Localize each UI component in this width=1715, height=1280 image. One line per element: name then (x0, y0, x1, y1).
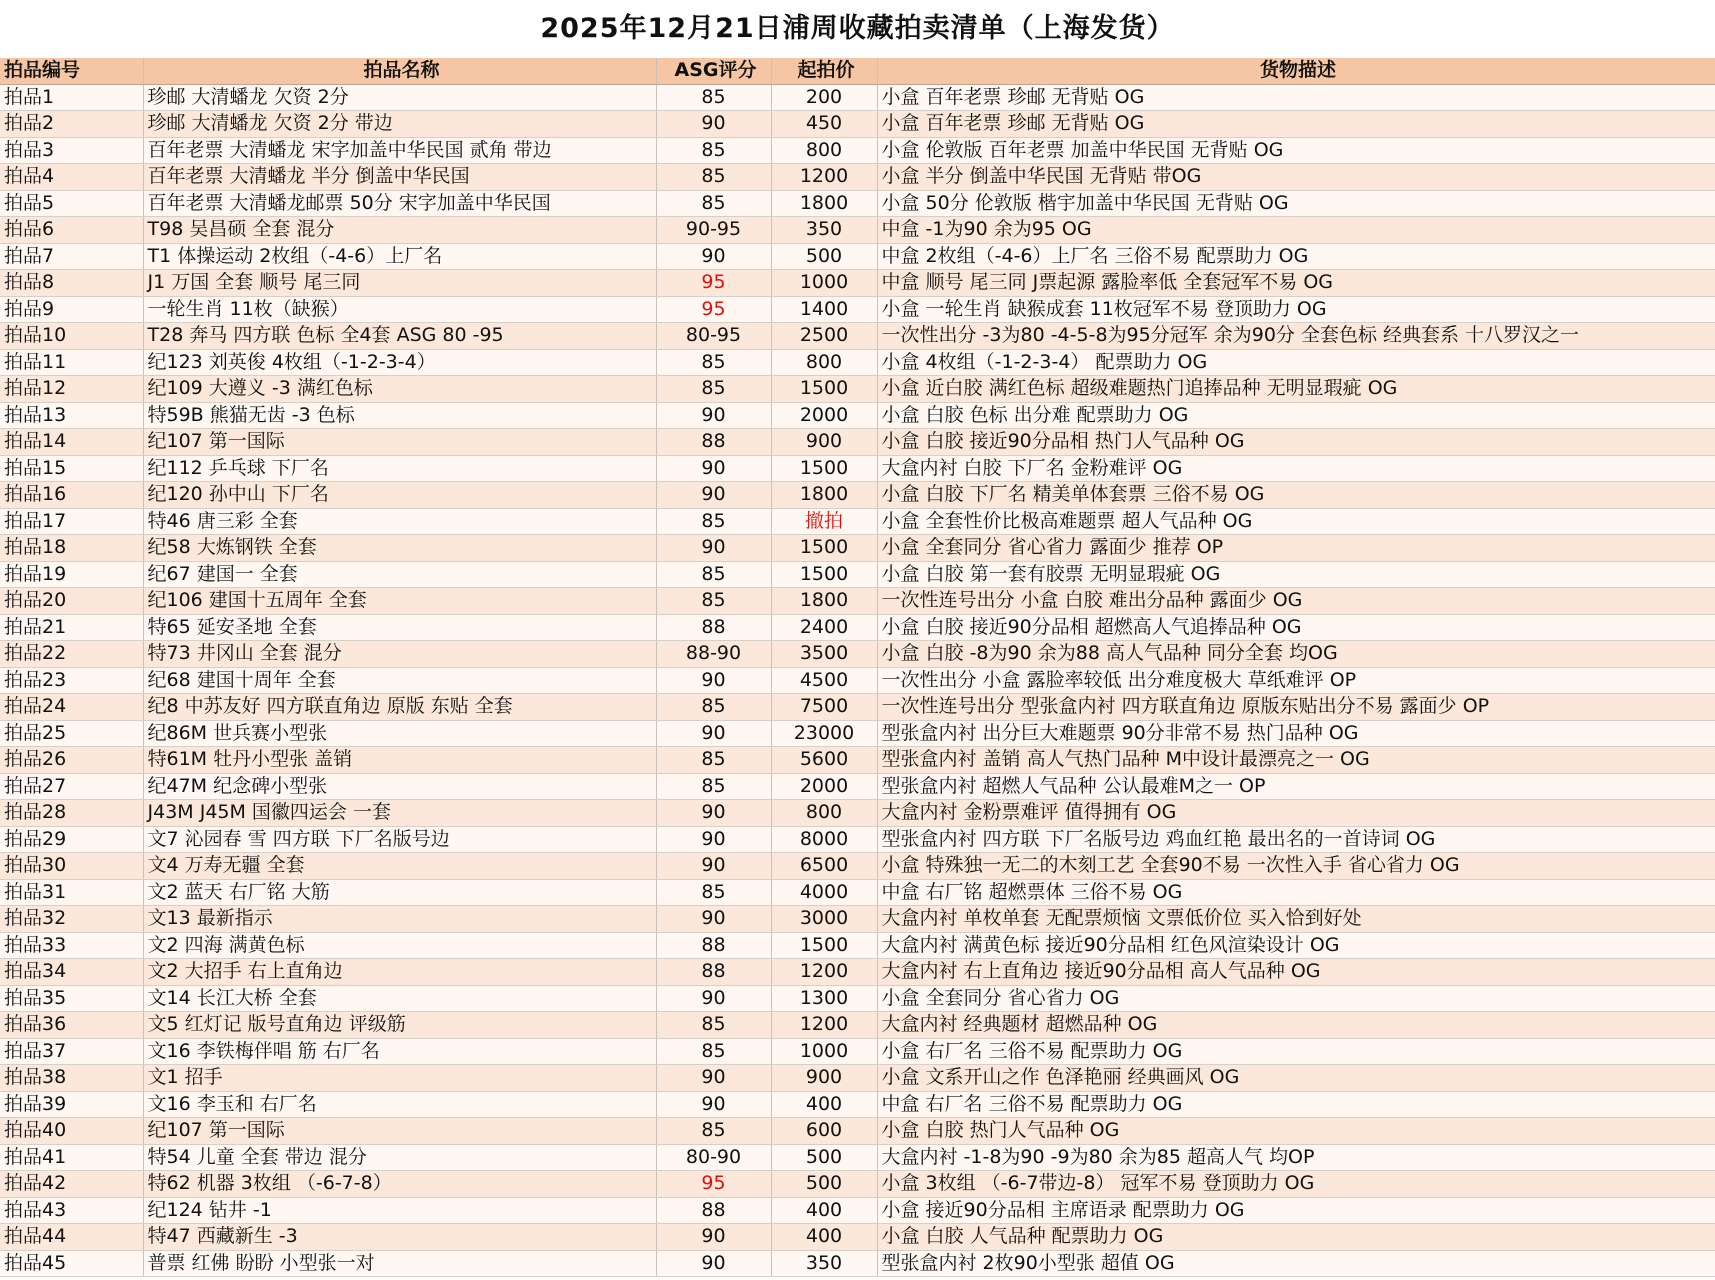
cell-lot-name: 纪109 大遵义 -3 满红色标 (143, 376, 656, 403)
table-row (0, 720, 1715, 747)
cell-start-price: 1000 (771, 1038, 877, 1065)
cell-lot-name: 特47 西藏新生 -3 (143, 1224, 656, 1251)
cell-asg-score: 90 (656, 853, 771, 880)
cell-lot-number: 拍品14 (0, 429, 143, 456)
cell-asg-score: 85 (656, 694, 771, 721)
cell-start-price: 2000 (771, 402, 877, 429)
cell-lot-number: 拍品8 (0, 270, 143, 297)
table-row (0, 932, 1715, 959)
cell-start-price: 500 (771, 1144, 877, 1171)
cell-asg-score: 90 (656, 720, 771, 747)
cell-start-price: 400 (771, 1091, 877, 1118)
cell-asg-score: 90 (656, 1250, 771, 1277)
cell-lot-number: 拍品21 (0, 614, 143, 641)
cell-asg-score: 90 (656, 243, 771, 270)
header-lot-name: 拍品名称 (143, 58, 656, 84)
table-row (0, 1224, 1715, 1251)
cell-lot-number: 拍品9 (0, 296, 143, 323)
cell-lot-number: 拍品39 (0, 1091, 143, 1118)
cell-lot-number: 拍品24 (0, 694, 143, 721)
cell-asg-score: 90 (656, 402, 771, 429)
table-row (0, 217, 1715, 244)
cell-start-price: 1500 (771, 932, 877, 959)
cell-lot-number: 拍品19 (0, 561, 143, 588)
cell-lot-number: 拍品42 (0, 1171, 143, 1198)
cell-lot-number: 拍品26 (0, 747, 143, 774)
cell-start-price: 4500 (771, 667, 877, 694)
cell-lot-name: 百年老票 大清蟠龙 宋字加盖中华民国 贰角 带边 (143, 137, 656, 164)
cell-start-price: 800 (771, 349, 877, 376)
table-body (0, 84, 1715, 1277)
cell-asg-score: 90 (656, 826, 771, 853)
cell-start-price: 3500 (771, 641, 877, 668)
cell-start-price: 3000 (771, 906, 877, 933)
cell-start-price: 400 (771, 1197, 877, 1224)
cell-lot-number: 拍品25 (0, 720, 143, 747)
table-row (0, 800, 1715, 827)
cell-lot-name: 文2 大招手 右上直角边 (143, 959, 656, 986)
table-row (0, 1012, 1715, 1039)
auction-table (0, 58, 1715, 1277)
cell-description: 小盒 4枚组（-1-2-3-4） 配票助力 OG (877, 349, 1715, 376)
cell-start-price: 1800 (771, 482, 877, 509)
cell-asg-score: 90 (656, 667, 771, 694)
cell-lot-number: 拍品45 (0, 1250, 143, 1277)
cell-start-price: 500 (771, 243, 877, 270)
cell-lot-name: 特73 井冈山 全套 混分 (143, 641, 656, 668)
cell-description: 中盒 右厂铭 超燃票体 三俗不易 OG (877, 879, 1715, 906)
cell-start-price: 350 (771, 1250, 877, 1277)
cell-start-price: 1500 (771, 376, 877, 403)
cell-lot-name: 文16 李铁梅伴唱 筋 右厂名 (143, 1038, 656, 1065)
table-row (0, 853, 1715, 880)
cell-description: 型张盒内衬 出分巨大难题票 90分非常不易 热门品种 OG (877, 720, 1715, 747)
cell-lot-name: 文14 长江大桥 全套 (143, 985, 656, 1012)
table-row (0, 773, 1715, 800)
cell-asg-score: 88 (656, 614, 771, 641)
cell-asg-score: 85 (656, 1012, 771, 1039)
cell-description: 小盒 50分 伦敦版 楷宇加盖中华民国 无背贴 OG (877, 190, 1715, 217)
cell-description: 大盒内衬 -1-8为90 -9为80 余为85 超高人气 均OP (877, 1144, 1715, 1171)
cell-start-price: 450 (771, 111, 877, 138)
table-header-row (0, 58, 1715, 84)
cell-lot-number: 拍品16 (0, 482, 143, 509)
cell-description: 一次性连号出分 小盒 白胶 难出分品种 露面少 OG (877, 588, 1715, 615)
table-row (0, 1197, 1715, 1224)
cell-description: 小盒 伦敦版 百年老票 加盖中华民国 无背贴 OG (877, 137, 1715, 164)
cell-description: 小盒 一轮生肖 缺猴成套 11枚冠军不易 登顶助力 OG (877, 296, 1715, 323)
cell-description: 小盒 白胶 色标 出分难 配票助力 OG (877, 402, 1715, 429)
cell-asg-score: 90 (656, 800, 771, 827)
cell-description: 小盒 白胶 第一套有胶票 无明显瑕疵 OG (877, 561, 1715, 588)
cell-asg-score: 85 (656, 137, 771, 164)
cell-description: 小盒 白胶 热门人气品种 OG (877, 1118, 1715, 1145)
cell-lot-number: 拍品20 (0, 588, 143, 615)
cell-lot-number: 拍品44 (0, 1224, 143, 1251)
cell-start-price: 2400 (771, 614, 877, 641)
cell-lot-number: 拍品6 (0, 217, 143, 244)
cell-description: 大盒内衬 经典题材 超燃品种 OG (877, 1012, 1715, 1039)
cell-lot-name: 文7 沁园春 雪 四方联 下厂名版号边 (143, 826, 656, 853)
cell-lot-number: 拍品7 (0, 243, 143, 270)
cell-start-price: 500 (771, 1171, 877, 1198)
table-row (0, 111, 1715, 138)
table-row (0, 588, 1715, 615)
table-row (0, 1144, 1715, 1171)
cell-start-price: 6500 (771, 853, 877, 880)
cell-lot-number: 拍品31 (0, 879, 143, 906)
cell-lot-number: 拍品10 (0, 323, 143, 350)
cell-description: 小盒 全套性价比极高难题票 超人气品种 OG (877, 508, 1715, 535)
cell-description: 小盒 特殊独一无二的木刻工艺 全套90不易 一次性入手 省心省力 OG (877, 853, 1715, 880)
cell-lot-name: 珍邮 大清蟠龙 欠资 2分 (143, 84, 656, 111)
table-row (0, 1171, 1715, 1198)
cell-asg-score: 85 (656, 508, 771, 535)
cell-asg-score: 85 (656, 1118, 771, 1145)
cell-description: 小盒 白胶 -8为90 余为88 高人气品种 同分全套 均OG (877, 641, 1715, 668)
table-row (0, 349, 1715, 376)
cell-lot-name: 百年老票 大清蟠龙邮票 50分 宋字加盖中华民国 (143, 190, 656, 217)
table-row (0, 429, 1715, 456)
header-description: 货物描述 (877, 58, 1715, 84)
table-row (0, 1250, 1715, 1277)
cell-description: 小盒 白胶 人气品种 配票助力 OG (877, 1224, 1715, 1251)
cell-description: 小盒 百年老票 珍邮 无背贴 OG (877, 111, 1715, 138)
cell-lot-name: 文4 万寿无疆 全套 (143, 853, 656, 880)
cell-description: 小盒 全套同分 省心省力 露面少 推荐 OP (877, 535, 1715, 562)
cell-description: 小盒 接近90分品相 主席语录 配票助力 OG (877, 1197, 1715, 1224)
cell-asg-score: 85 (656, 1038, 771, 1065)
cell-lot-name: 文1 招手 (143, 1065, 656, 1092)
cell-asg-score: 90 (656, 1091, 771, 1118)
cell-asg-score: 90 (656, 111, 771, 138)
cell-lot-number: 拍品38 (0, 1065, 143, 1092)
cell-asg-score: 90 (656, 535, 771, 562)
table-row (0, 826, 1715, 853)
cell-lot-name: 纪68 建国十周年 全套 (143, 667, 656, 694)
cell-description: 型张盒内衬 超燃人气品种 公认最难M之一 OP (877, 773, 1715, 800)
cell-lot-name: 文13 最新指示 (143, 906, 656, 933)
cell-lot-name: 普票 红佛 盼盼 小型张一对 (143, 1250, 656, 1277)
table-row (0, 482, 1715, 509)
cell-lot-number: 拍品33 (0, 932, 143, 959)
table-row (0, 641, 1715, 668)
table-row (0, 164, 1715, 191)
table-row (0, 296, 1715, 323)
cell-lot-name: 特59B 熊猫无齿 -3 色标 (143, 402, 656, 429)
cell-asg-score: 85 (656, 190, 771, 217)
table-row (0, 270, 1715, 297)
cell-lot-name: J43M J45M 国徽四运会 一套 (143, 800, 656, 827)
cell-lot-number: 拍品30 (0, 853, 143, 880)
cell-description: 型张盒内衬 四方联 下厂名版号边 鸡血红艳 最出名的一首诗词 OG (877, 826, 1715, 853)
header-lot-number: 拍品编号 (0, 58, 143, 84)
cell-lot-name: 纪112 乒乓球 下厂名 (143, 455, 656, 482)
cell-start-price: 1500 (771, 561, 877, 588)
cell-lot-name: 纪8 中苏友好 四方联直角边 原版 东贴 全套 (143, 694, 656, 721)
cell-lot-number: 拍品23 (0, 667, 143, 694)
table-row (0, 667, 1715, 694)
cell-start-price: 8000 (771, 826, 877, 853)
table-row (0, 535, 1715, 562)
table-row (0, 906, 1715, 933)
table-row (0, 243, 1715, 270)
cell-lot-number: 拍品13 (0, 402, 143, 429)
cell-asg-score: 85 (656, 561, 771, 588)
cell-lot-number: 拍品1 (0, 84, 143, 111)
cell-start-price: 1200 (771, 1012, 877, 1039)
cell-lot-number: 拍品12 (0, 376, 143, 403)
table-row (0, 1118, 1715, 1145)
table-row (0, 323, 1715, 350)
cell-start-price: 1000 (771, 270, 877, 297)
cell-start-price: 200 (771, 84, 877, 111)
cell-lot-number: 拍品27 (0, 773, 143, 800)
cell-lot-number: 拍品3 (0, 137, 143, 164)
cell-asg-score: 85 (656, 588, 771, 615)
cell-lot-number: 拍品29 (0, 826, 143, 853)
cell-asg-score: 95 (656, 270, 771, 297)
cell-start-price: 23000 (771, 720, 877, 747)
cell-asg-score: 90 (656, 482, 771, 509)
cell-start-price: 1800 (771, 588, 877, 615)
cell-lot-number: 拍品41 (0, 1144, 143, 1171)
cell-description: 小盒 半分 倒盖中华民国 无背贴 带OG (877, 164, 1715, 191)
cell-description: 小盒 白胶 下厂名 精美单体套票 三俗不易 OG (877, 482, 1715, 509)
cell-lot-name: T28 奔马 四方联 色标 全4套 ASG 80 -95 (143, 323, 656, 350)
cell-lot-name: 文5 红灯记 版号直角边 评级筋 (143, 1012, 656, 1039)
cell-description: 一次性连号出分 型张盒内衬 四方联直角边 原版东贴出分不易 露面少 OP (877, 694, 1715, 721)
cell-lot-name: 文2 四海 满黄色标 (143, 932, 656, 959)
cell-description: 小盒 文系开山之作 色泽艳丽 经典画风 OG (877, 1065, 1715, 1092)
table-row (0, 1038, 1715, 1065)
cell-lot-name: 珍邮 大清蟠龙 欠资 2分 带边 (143, 111, 656, 138)
cell-asg-score: 85 (656, 879, 771, 906)
cell-start-price: 1500 (771, 535, 877, 562)
cell-lot-number: 拍品40 (0, 1118, 143, 1145)
cell-description: 型张盒内衬 2枚90小型张 超值 OG (877, 1250, 1715, 1277)
cell-asg-score: 85 (656, 747, 771, 774)
header-start-price: 起拍价 (771, 58, 877, 84)
cell-description: 小盒 百年老票 珍邮 无背贴 OG (877, 84, 1715, 111)
table-row (0, 84, 1715, 111)
cell-lot-number: 拍品5 (0, 190, 143, 217)
cell-start-price: 400 (771, 1224, 877, 1251)
cell-start-price: 1300 (771, 985, 877, 1012)
cell-asg-score: 88 (656, 932, 771, 959)
cell-description: 大盒内衬 单枚单套 无配票烦恼 文票低价位 买入恰到好处 (877, 906, 1715, 933)
cell-description: 中盒 右厂名 三俗不易 配票助力 OG (877, 1091, 1715, 1118)
cell-start-price: 1200 (771, 959, 877, 986)
cell-start-price: 撤拍 (771, 508, 877, 535)
cell-asg-score: 90-95 (656, 217, 771, 244)
cell-start-price: 2000 (771, 773, 877, 800)
table-row (0, 402, 1715, 429)
table-row (0, 455, 1715, 482)
cell-start-price: 1800 (771, 190, 877, 217)
cell-start-price: 800 (771, 137, 877, 164)
table-row (0, 879, 1715, 906)
cell-lot-number: 拍品34 (0, 959, 143, 986)
cell-description: 中盒 顺号 尾三同 J票起源 露脸率低 全套冠军不易 OG (877, 270, 1715, 297)
table-row (0, 376, 1715, 403)
cell-description: 大盒内衬 白胶 下厂名 金粉难评 OG (877, 455, 1715, 482)
cell-lot-name: 纪67 建国一 全套 (143, 561, 656, 588)
cell-lot-name: 纪106 建国十五周年 全套 (143, 588, 656, 615)
cell-lot-number: 拍品35 (0, 985, 143, 1012)
cell-lot-name: 纪107 第一国际 (143, 1118, 656, 1145)
cell-asg-score: 90 (656, 985, 771, 1012)
cell-asg-score: 85 (656, 376, 771, 403)
cell-lot-name: 特61M 牡丹小型张 盖销 (143, 747, 656, 774)
cell-description: 一次性出分 小盒 露脸率较低 出分难度极大 草纸难评 OP (877, 667, 1715, 694)
cell-lot-number: 拍品18 (0, 535, 143, 562)
cell-start-price: 350 (771, 217, 877, 244)
cell-lot-name: 特54 儿童 全套 带边 混分 (143, 1144, 656, 1171)
cell-asg-score: 88 (656, 429, 771, 456)
cell-start-price: 5600 (771, 747, 877, 774)
table-row (0, 747, 1715, 774)
cell-lot-name: 文16 李玉和 右厂名 (143, 1091, 656, 1118)
cell-start-price: 600 (771, 1118, 877, 1145)
cell-lot-name: 文2 蓝天 右厂铭 大筋 (143, 879, 656, 906)
cell-asg-score: 90 (656, 455, 771, 482)
cell-description: 中盒 2枚组（-4-6）上厂名 三俗不易 配票助力 OG (877, 243, 1715, 270)
cell-description: 型张盒内衬 盖销 高人气热门品种 M中设计最漂亮之一 OG (877, 747, 1715, 774)
cell-lot-name: 纪107 第一国际 (143, 429, 656, 456)
cell-lot-number: 拍品43 (0, 1197, 143, 1224)
cell-lot-name: 纪58 大炼钢铁 全套 (143, 535, 656, 562)
cell-description: 小盒 右厂名 三俗不易 配票助力 OG (877, 1038, 1715, 1065)
cell-asg-score: 88 (656, 959, 771, 986)
cell-description: 小盒 白胶 接近90分品相 热门人气品种 OG (877, 429, 1715, 456)
cell-start-price: 1500 (771, 455, 877, 482)
cell-lot-name: 纪47M 纪念碑小型张 (143, 773, 656, 800)
cell-lot-number: 拍品37 (0, 1038, 143, 1065)
cell-description: 大盒内衬 金粉票难评 值得拥有 OG (877, 800, 1715, 827)
cell-asg-score: 85 (656, 349, 771, 376)
cell-description: 小盒 近白胶 满红色标 超级难题热门追捧品种 无明显瑕疵 OG (877, 376, 1715, 403)
cell-lot-number: 拍品17 (0, 508, 143, 535)
cell-lot-name: 特46 唐三彩 全套 (143, 508, 656, 535)
cell-asg-score: 90 (656, 906, 771, 933)
cell-lot-name: 纪123 刘英俊 4枚组（-1-2-3-4） (143, 349, 656, 376)
cell-asg-score: 80-90 (656, 1144, 771, 1171)
cell-asg-score: 85 (656, 773, 771, 800)
header-asg-score: ASG评分 (656, 58, 771, 84)
table-row (0, 137, 1715, 164)
cell-start-price: 7500 (771, 694, 877, 721)
table-row (0, 1065, 1715, 1092)
table-row (0, 959, 1715, 986)
cell-start-price: 900 (771, 1065, 877, 1092)
cell-asg-score: 88 (656, 1197, 771, 1224)
cell-lot-name: 纪120 孙中山 下厂名 (143, 482, 656, 509)
cell-start-price: 2500 (771, 323, 877, 350)
cell-lot-name: 纪86M 世兵赛小型张 (143, 720, 656, 747)
cell-description: 小盒 白胶 接近90分品相 超燃高人气追捧品种 OG (877, 614, 1715, 641)
cell-asg-score: 95 (656, 1171, 771, 1198)
table-row (0, 190, 1715, 217)
cell-lot-number: 拍品2 (0, 111, 143, 138)
cell-lot-name: 一轮生肖 11枚（缺猴） (143, 296, 656, 323)
cell-lot-number: 拍品15 (0, 455, 143, 482)
page-title: 2025年12月21日浦周收藏拍卖清单（上海发货） (540, 13, 1175, 44)
cell-asg-score: 90 (656, 1065, 771, 1092)
cell-lot-number: 拍品32 (0, 906, 143, 933)
table-row (0, 614, 1715, 641)
cell-asg-score: 80-95 (656, 323, 771, 350)
cell-description: 小盒 3枚组 （-6-7带边-8） 冠军不易 登顶助力 OG (877, 1171, 1715, 1198)
cell-lot-name: 特62 机器 3枚组 （-6-7-8） (143, 1171, 656, 1198)
cell-description: 一次性出分 -3为80 -4-5-8为95分冠军 余为90分 全套色标 经典套系 十八罗汉之一 (877, 323, 1715, 350)
cell-lot-name: J1 万国 全套 顺号 尾三同 (143, 270, 656, 297)
cell-lot-name: 特65 延安圣地 全套 (143, 614, 656, 641)
cell-lot-name: T1 体操运动 2枚组（-4-6）上厂名 (143, 243, 656, 270)
cell-asg-score: 85 (656, 164, 771, 191)
cell-lot-name: 纪124 钻井 -1 (143, 1197, 656, 1224)
cell-lot-number: 拍品28 (0, 800, 143, 827)
table-row (0, 1091, 1715, 1118)
cell-asg-score: 90 (656, 1224, 771, 1251)
cell-lot-name: 百年老票 大清蟠龙 半分 倒盖中华民国 (143, 164, 656, 191)
cell-start-price: 1400 (771, 296, 877, 323)
cell-description: 中盒 -1为90 余为95 OG (877, 217, 1715, 244)
cell-start-price: 4000 (771, 879, 877, 906)
table-row (0, 508, 1715, 535)
table-row (0, 561, 1715, 588)
cell-start-price: 900 (771, 429, 877, 456)
cell-start-price: 1200 (771, 164, 877, 191)
table-row (0, 985, 1715, 1012)
cell-lot-number: 拍品36 (0, 1012, 143, 1039)
cell-lot-name: T98 吴昌硕 全套 混分 (143, 217, 656, 244)
cell-lot-number: 拍品22 (0, 641, 143, 668)
cell-description: 大盒内衬 满黄色标 接近90分品相 红色风渲染设计 OG (877, 932, 1715, 959)
table-row (0, 694, 1715, 721)
cell-asg-score: 88-90 (656, 641, 771, 668)
cell-asg-score: 95 (656, 296, 771, 323)
cell-asg-score: 85 (656, 84, 771, 111)
cell-description: 大盒内衬 右上直角边 接近90分品相 高人气品种 OG (877, 959, 1715, 986)
cell-description: 小盒 全套同分 省心省力 OG (877, 985, 1715, 1012)
cell-lot-number: 拍品4 (0, 164, 143, 191)
cell-lot-number: 拍品11 (0, 349, 143, 376)
cell-start-price: 800 (771, 800, 877, 827)
